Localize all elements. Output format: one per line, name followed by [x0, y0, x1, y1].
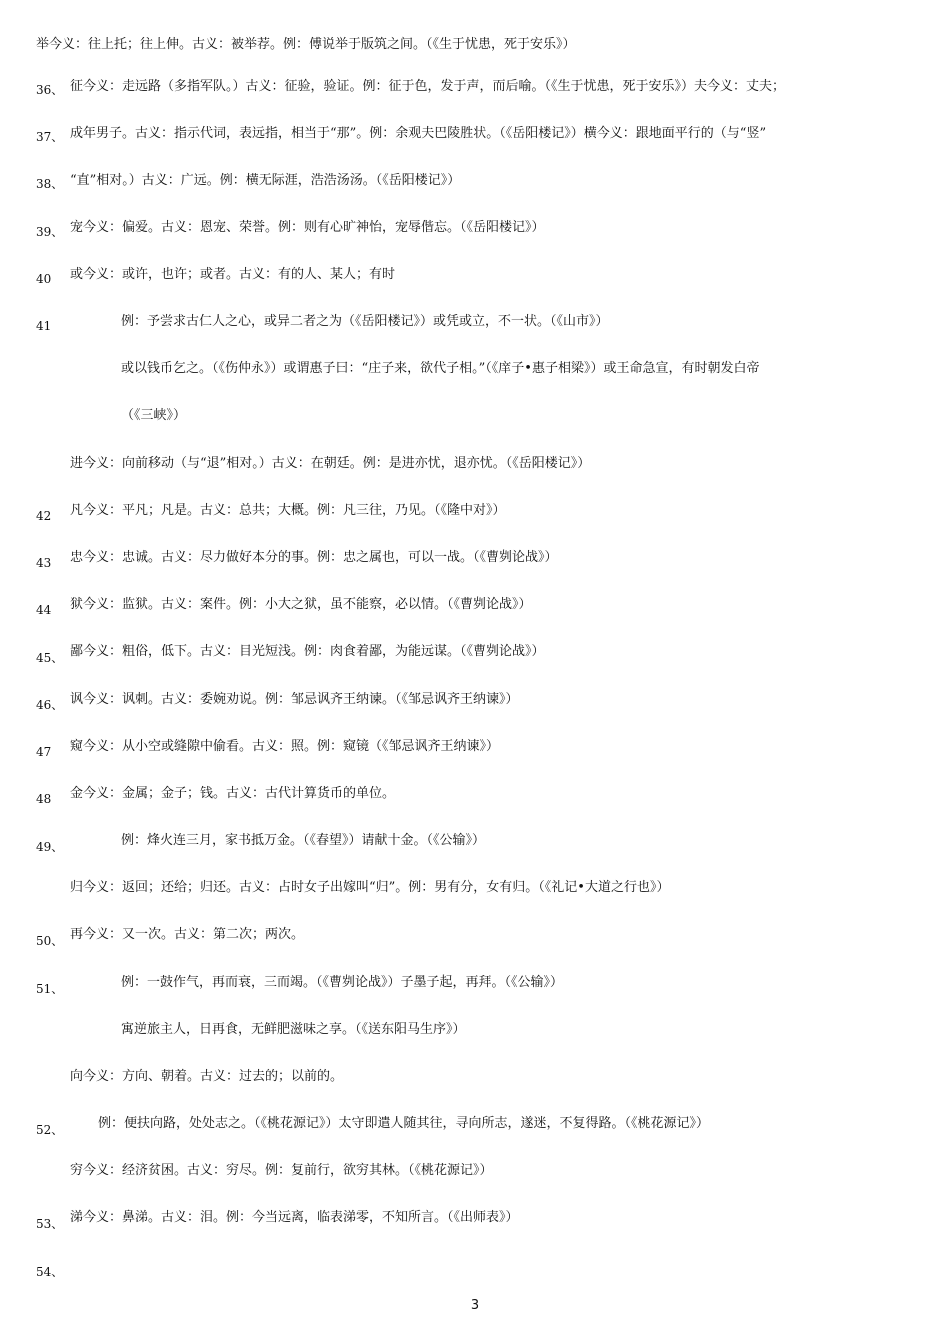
- line-number: 37、: [36, 130, 64, 144]
- text-line: 例：一鼓作气，再而衰，三而竭。（《曹刿论战》）子墨子起，再拜。（《公输》）: [121, 975, 564, 990]
- text-line: 归今义：返回；还给；归还。古义：占时女子出嫁叫“归”。例：男有分，女有归。（《礼记•大道之行也》）: [70, 880, 670, 895]
- text-line: 或今义：或许，也许；或者。古义：有的人、某人；有时: [70, 267, 396, 282]
- page-number: 3: [470, 1298, 480, 1313]
- text-line: “直”相对。）古义：广远。例：横无际涯，浩浩汤汤。（《岳阳楼记》）: [70, 173, 461, 188]
- line-number: 47: [36, 745, 52, 759]
- text-line: 穷今义：经济贫困。古义：穷尽。例：复前行，欲穷其林。（《桃花源记》）: [70, 1163, 493, 1178]
- line-number: 51、: [36, 982, 64, 996]
- text-line: 进今义：向前移动（与“退”相对。）古义：在朝廷。例：是进亦忧，退亦忧。（《岳阳楼记》）: [70, 456, 591, 471]
- text-line: 成年男子。古义：指示代词，表远指，相当于“那”。例：余观夫巴陵胜状。（《岳阳楼记》）横今义：跟地面平行的（与“竖”: [70, 126, 767, 141]
- text-line: 忠今义：忠诚。古义：尽力做好本分的事。例：忠之属也，可以一战。（《曹刿论战》）: [70, 550, 558, 565]
- text-line: 征今义：走远路（多指军队。）古义：征验，验证。例：征于色，发于声，而后喻。（《生于忧患，死于安乐》）夫今义：丈夫；: [70, 79, 786, 94]
- text-line: 鄙今义：粗俗，低下。古义：目光短浅。例：肉食着鄙，为能远谋。（《曹刿论战》）: [70, 644, 545, 659]
- text-line: 涕今义：鼻涕。古义：泪。例：今当远离，临表涕零，不知所言。（《出师表》）: [70, 1210, 519, 1225]
- text-line: 讽今义：讽刺。古义：委婉劝说。例：邹忌讽齐王纳谏。（《邹忌讽齐王纳谏》）: [70, 692, 519, 707]
- line-number: 40: [36, 272, 52, 286]
- line-number: 44: [36, 603, 52, 617]
- line-number: 39、: [36, 225, 64, 239]
- text-line: 向今义：方向、朝着。古义：过去的；以前的。: [70, 1069, 344, 1084]
- text-line: 再今义：又一次。古义：第二次；两次。: [70, 927, 305, 942]
- line-number: 53、: [36, 1217, 64, 1231]
- text-line: 寓逆旅主人，日再食，无鲜肥滋味之享。（《送东阳马生序》）: [121, 1022, 466, 1037]
- text-line: 狱今义：监狱。古义：案件。例：小大之狱，虽不能察，必以情。（《曹刿论战》）: [70, 597, 532, 612]
- line-number: 42: [36, 509, 52, 523]
- text-line: 宠今义：偏爱。古义：恩宠、荣誉。例：则有心旷神怡，宠辱偕忘。（《岳阳楼记》）: [70, 220, 545, 235]
- line-number: 46、: [36, 698, 64, 712]
- text-line: 或以钱币乞之。（《伤仲永》）或谓惠子曰：“庄子来，欲代子相。”（《庠子•惠子相梁》）或王命急宣，有时朝发白帝: [121, 361, 760, 376]
- line-number: 54、: [36, 1265, 64, 1279]
- line-number: 38、: [36, 177, 64, 191]
- line-number: 52、: [36, 1123, 64, 1137]
- line-number: 36、: [36, 83, 64, 97]
- text-line: 例：便扶向路，处处志之。（《桃花源记》）太守即遣人随其往，寻向所志，遂迷，不复得路。（《桃花源记》）: [98, 1116, 710, 1131]
- text-line: 窥今义：从小空或缝隙中偷看。古义：照。例：窥镜（《邹忌讽齐王纳谏》）: [70, 739, 500, 754]
- line-number: 49、: [36, 840, 64, 854]
- text-line: 凡今义：平凡；凡是。古义：总共；大概。例：凡三往，乃见。（《隆中对》）: [70, 503, 506, 518]
- text-line: 例：烽火连三月，家书抵万金。（《春望》）请献十金。（《公输》）: [121, 833, 486, 848]
- line-number: 43: [36, 556, 52, 570]
- text-line: 金今义：金属；金子；钱。古义：古代计算货币的单位。: [70, 786, 396, 801]
- text-line: 例：予尝求古仁人之心，或异二者之为（《岳阳楼记》）或凭或立，不一状。（《山市》）: [121, 314, 609, 329]
- text-line: （《三峡》）: [121, 408, 187, 423]
- text-line: 举今义：往上托；往上伸。古义：被举荐。例：傅说举于版筑之间。（《生于忧患，死于安乐》）: [36, 37, 576, 52]
- line-number: 48: [36, 792, 52, 806]
- line-number: 50、: [36, 934, 64, 948]
- line-number: 45、: [36, 651, 64, 665]
- line-number: 41: [36, 319, 52, 333]
